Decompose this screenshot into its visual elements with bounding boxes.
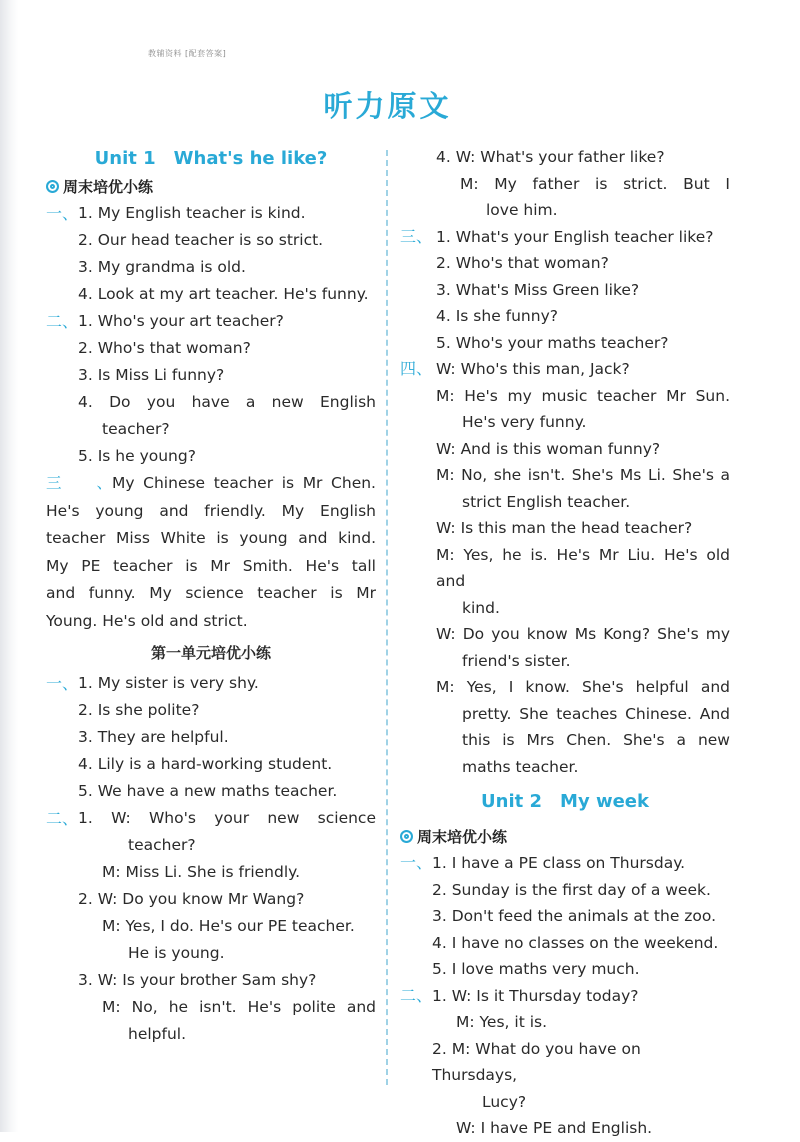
- part-marker: 二、: [46, 808, 79, 828]
- dialog-line: W: And is this woman funny?: [436, 439, 661, 458]
- unit-2-number: Unit 2: [481, 791, 543, 812]
- part-marker: 二、: [400, 985, 433, 1005]
- left-column: [46, 144, 376, 1048]
- list-item: 3. What's Miss Green like?: [436, 280, 640, 299]
- dialog-line: 四、 W: Who's this man, Jack?: [400, 356, 730, 383]
- dialog-line: W: I have PE and English.: [456, 1119, 653, 1137]
- list-item: 3. Is Miss Li funny?: [78, 366, 225, 384]
- dialog-line: maths teacher.: [462, 757, 579, 776]
- part-marker: 二、: [46, 312, 79, 331]
- page-edge-shadow: [0, 0, 18, 1132]
- list-item: 4. Is she funny?: [436, 307, 558, 325]
- target-circle-icon: [46, 180, 59, 193]
- unit-2-name: My week: [560, 791, 649, 812]
- dialog-line: M: Yes, he is. He's Mr Liu. He's old and: [436, 545, 730, 590]
- dialog-line: 二、 1. W: Who's your new science: [46, 805, 376, 832]
- list-item: 4. Lily is a hard-working student.: [78, 754, 333, 773]
- dialog-line: strict English teacher.: [462, 492, 631, 511]
- dialog-line: this is Mrs Chen. She's a new: [462, 731, 730, 749]
- dialog-line: M: He's my music teacher Mr Sun.: [436, 386, 730, 405]
- part-marker: 一、: [400, 853, 433, 872]
- dialog-line: M: Yes, I do. He's our PE teacher.: [102, 916, 355, 935]
- list-item: 3. My grandma is old.: [78, 258, 246, 276]
- list-item: teacher?: [102, 420, 170, 438]
- right-column: [400, 144, 730, 1142]
- list-item: 4. Look at my art teacher. He's funny.: [78, 285, 369, 303]
- list-item: 2. Our head teacher is so strict.: [78, 231, 324, 249]
- section-weekly-practice: 周末培优小练: [46, 174, 376, 200]
- list-item: 二、 1. Who's your art teacher?: [46, 308, 376, 335]
- list-item: 5. Who's your maths teacher?: [436, 333, 669, 352]
- list-item: 4. Do you have a new English: [78, 393, 376, 411]
- list-item: 5. Is he young?: [78, 447, 196, 465]
- dialog-line: W: Do you know Ms Kong? She's my: [436, 625, 730, 643]
- part-marker: 四、: [400, 359, 433, 378]
- list-item: 2. Is she polite?: [78, 700, 200, 719]
- dialog-line: M: Yes, I know. She's helpful and: [436, 678, 730, 696]
- dialog-line: 二、 1. W: Is it Thursday today?: [400, 983, 730, 1010]
- unit-1-number: Unit 1: [94, 148, 156, 169]
- part-marker: 三、: [400, 226, 433, 246]
- column-divider: [386, 150, 388, 1085]
- part-marker: 三、: [46, 474, 112, 492]
- unit-1-name: What's he like?: [173, 148, 328, 169]
- target-circle-icon: [400, 830, 413, 843]
- passage-paragraph: 三、My Chinese teacher is Mr Chen. He's young and friendly. My English teacher Miss White is young and kind. My PE teacher is Mr Smith. He's tall and funny. My science teacher is Mr Young. He's old and strict.: [46, 470, 376, 636]
- list-item: 一、 1. My English teacher is kind.: [46, 200, 376, 227]
- list-item: 5. I love maths very much.: [432, 960, 640, 978]
- list-item: 2. Sunday is the first day of a week.: [432, 880, 711, 899]
- section-weekly-practice-2: 周末培优小练: [400, 824, 730, 850]
- list-item: 4. I have no classes on the weekend.: [432, 933, 719, 952]
- list-item: 2. Who's that woman?: [436, 254, 609, 272]
- list-item: 3. They are helpful.: [78, 727, 229, 746]
- list-item: 5. We have a new maths teacher.: [78, 781, 338, 800]
- header-small-text: 教辅资料 [配套答案]: [148, 49, 227, 58]
- dialog-line: He's very funny.: [462, 413, 587, 431]
- dialog-line: 4. W: What's your father like?: [436, 148, 665, 166]
- dialog-line: 2. M: What do you have on Thursdays,: [432, 1039, 641, 1084]
- dialog-line: 3. W: Is your brother Sam shy?: [78, 970, 317, 989]
- dialog-line: M: No, he isn't. He's polite and: [102, 997, 376, 1016]
- part-marker: 一、: [46, 204, 79, 223]
- dialog-line: M: Miss Li. She is friendly.: [102, 862, 301, 881]
- section-unit-practice: 第一单元培优小练: [150, 643, 271, 662]
- dialog-line: friend's sister.: [462, 651, 571, 670]
- list-item: 3. Don't feed the animals at the zoo.: [432, 907, 717, 925]
- list-item: 2. Who's that woman?: [78, 339, 251, 357]
- dialog-line: M: My father is strict. But I: [460, 174, 730, 193]
- dialog-line: helpful.: [128, 1024, 187, 1043]
- list-item: 三、 1. What's your English teacher like?: [400, 224, 730, 251]
- list-item: 一、 1. My sister is very shy.: [46, 670, 376, 697]
- dialog-line: love him.: [486, 201, 558, 219]
- part-marker: 一、: [46, 673, 79, 693]
- dialog-line: M: No, she isn't. She's Ms Li. She's a: [436, 466, 730, 484]
- dialog-line: kind.: [462, 598, 500, 617]
- dialog-line: He is young.: [128, 943, 225, 962]
- dialog-line: 2. W: Do you know Mr Wang?: [78, 889, 305, 908]
- dialog-line: Lucy?: [482, 1092, 527, 1111]
- dialog-line: pretty. She teaches Chinese. And: [462, 704, 730, 723]
- unit-1-heading: [46, 144, 376, 174]
- dialog-line: teacher?: [128, 835, 196, 854]
- page-title: 听力原文: [323, 89, 452, 123]
- list-item: 一、 1. I have a PE class on Thursday.: [400, 850, 730, 877]
- unit-2-heading: [400, 780, 730, 824]
- dialog-line: M: Yes, it is.: [456, 1013, 548, 1031]
- dialog-line: W: Is this man the head teacher?: [436, 519, 693, 537]
